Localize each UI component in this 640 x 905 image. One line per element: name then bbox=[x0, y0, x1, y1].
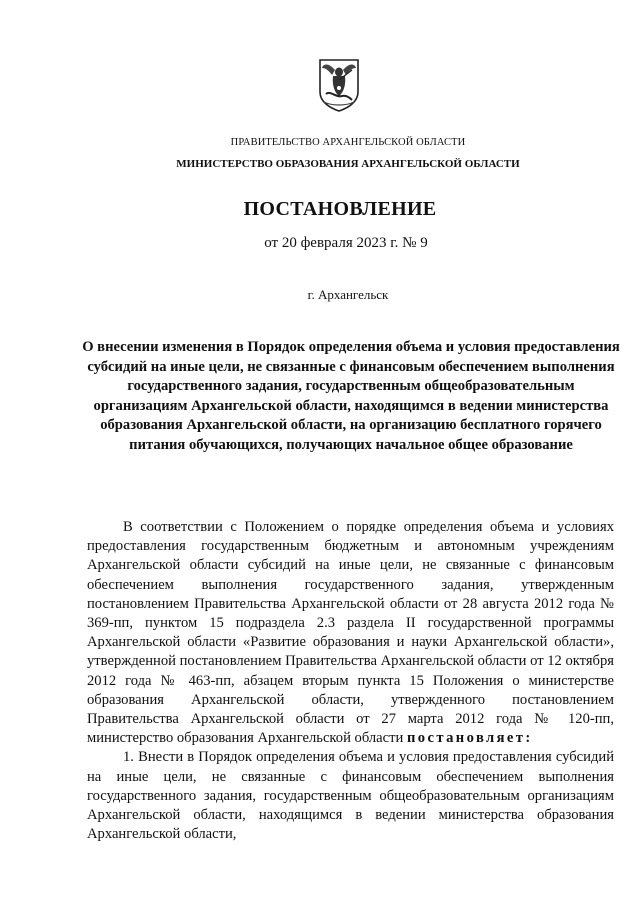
document-title: О внесении изменения в Порядок определения объема и условия предоставления субсидий на иные цели, не связанные с финансовым обеспечением выполнения государственного задания, государственным общеобразовательным организациям Архангельской области, находящимся в ведении министерства образования Архангельской области, на организацию бесплатного горячего питания обучающихся, получающих начальное общее образование bbox=[82, 339, 620, 453]
document-body bbox=[87, 518, 614, 844]
body-paragraph-1 bbox=[87, 518, 614, 748]
government-name: ПРАВИТЕЛЬСТВО АРХАНГЕЛЬСКОЙ ОБЛАСТИ bbox=[230, 137, 466, 148]
paragraph-1-text: В соответствии с Положением о порядке определения объема и условиях предоставления государственным бюджетным и автономным учреждениям Архангельской области субсидий на иные цели, не связанные с финансовым обеспечением выполнения государственного задания, утвержденным постановлением Правительства Архангельской области от 28 августа 2012 года № 369-пп, пунктом 15 подраздела 2.3 раздела II государственной программы Архангельской области «Развитие образования и науки Архангельской области», утвержденной постановлением Правительства Архангельской области от 12 октября 2012 года № 463-пп, абзацем вторым пункта 15 Положения о министерстве образования Архангельской области, утвержденного постановлением Правительства Архангельской области от 27 марта 2012 года № 120-пп, министерство образования Архангельской области bbox=[87, 519, 614, 747]
coat-of-arms-archangel-icon bbox=[318, 58, 360, 112]
body-paragraph-2: 1. Внести в Порядок определения объема и условия предоставления субсидий на иные цели, не связанные с финансовым обеспечением выполнения государственного задания, государственным общеобразовательным организациям Архангельской области, находящимся в ведении министерства образования Архангельской области, bbox=[87, 749, 614, 843]
document-city: г. Архангельск bbox=[307, 287, 389, 302]
ministry-name: МИНИСТЕРСТВО ОБРАЗОВАНИЯ АРХАНГЕЛЬСКОЙ ОБЛАСТИ bbox=[176, 158, 520, 170]
document-type: ПОСТАНОВЛЕНИЕ bbox=[243, 198, 437, 220]
document-date-number: от 20 февраля 2023 г. № 9 bbox=[264, 235, 428, 251]
decree-word: постановляет: bbox=[406, 730, 533, 747]
